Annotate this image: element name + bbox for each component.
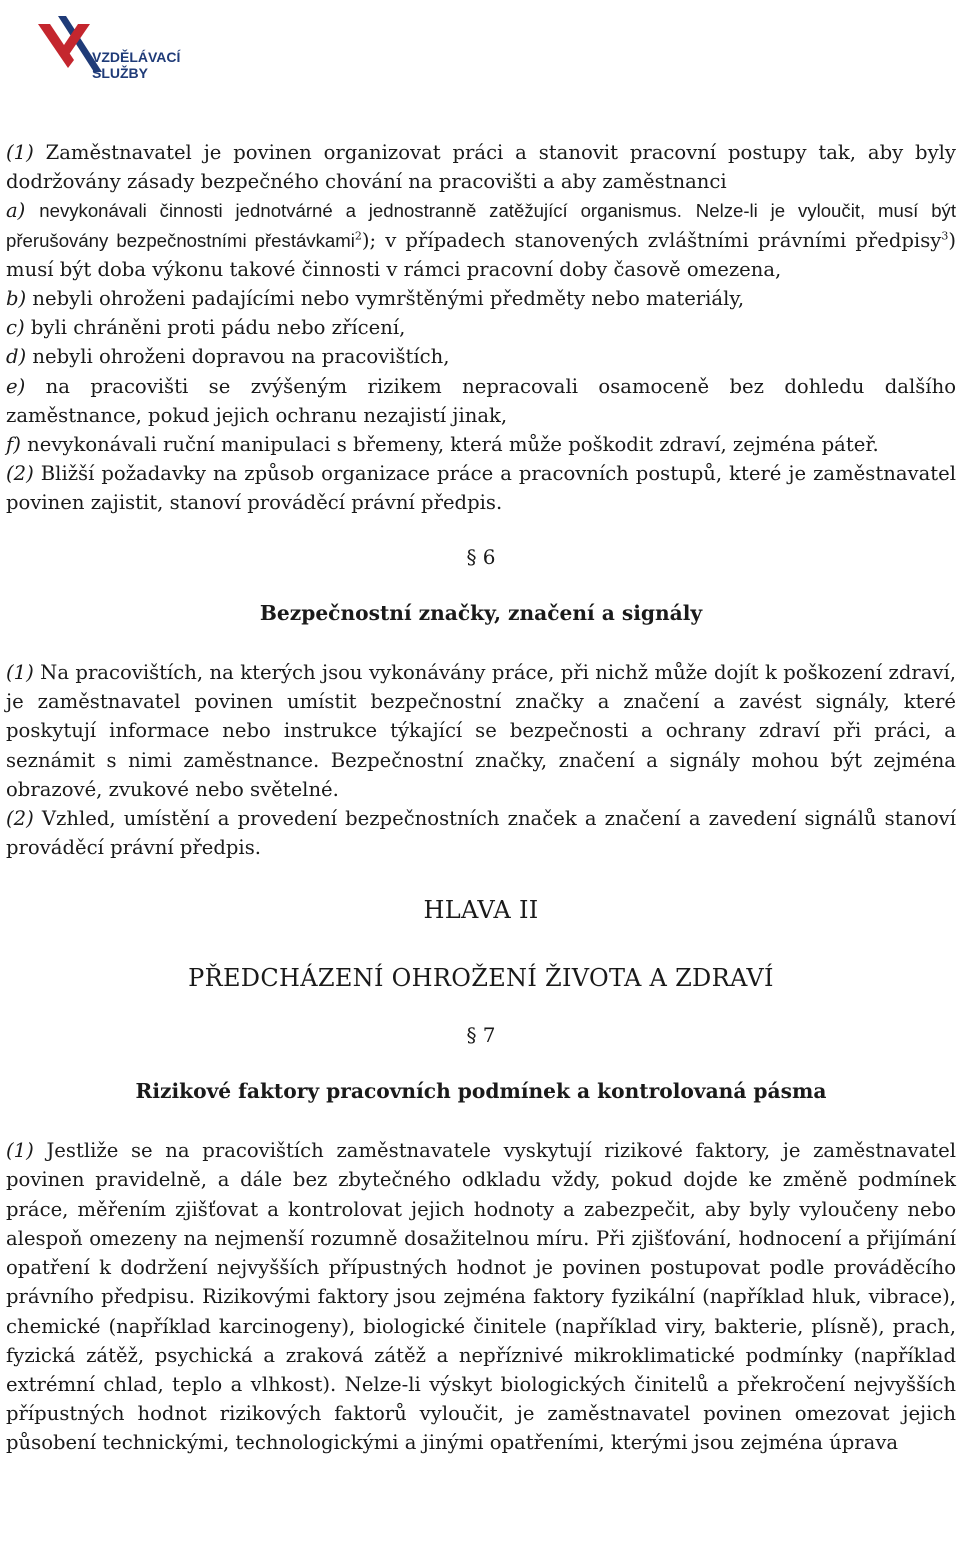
section-7-paragraph-1 [6, 1136, 956, 1457]
paragraph-2 [6, 459, 956, 517]
paragraph-number: (1) [6, 661, 34, 685]
section-7-number: § 7 [466, 1022, 496, 1047]
vzdelavaci-sluzby-logo [38, 16, 188, 86]
item-a-text: nevykonávali činnosti jednotvárné a jednostranně zatěžující organismus. [39, 200, 682, 222]
item-c-text: byli chráněni proti pádu nebo zřícení, [30, 316, 406, 340]
item-a-label: a) [6, 199, 26, 223]
paragraph-text: Na pracovištích, na kterých jsou vykonávány práce, při nichž může dojít k poškození zdraví, je zaměstnavatel povinen umístit bezpečnostní značky a značení a zavést signály, které poskytují informace nebo instrukce týkající se bezpečnosti a ochrany zdraví při práci, a seznámit s nimi zaměstnance. Bezpečnostní značky, značení a signály mohou být zejména obrazové, zvukové nebo světelné. [6, 661, 956, 801]
item-a-cont-1: Nelze-li je vyloučit, musí být přerušovány bezpečnostními přestávkami [6, 200, 956, 251]
footnote-ref-3[interactable]: 3 [941, 229, 949, 243]
logo-line2: SLUŽBY [92, 65, 148, 81]
paragraph-number: (2) [6, 462, 34, 486]
section-6-paragraph-1 [6, 658, 956, 804]
chapter-title: HLAVA II [423, 896, 539, 925]
section-6-paragraph-2 [6, 804, 956, 862]
item-f-label: f) [6, 433, 21, 457]
item-c-label: c) [6, 316, 25, 340]
item-e-text: na pracovišti se zvýšeným rizikem nepracovali osamoceně bez dohledu dalšího zaměstnance, pokud jejich ochranu nezajistí jinak, [6, 374, 956, 427]
paragraph-text: Vzhled, umístění a provedení bezpečnostních značek a značení a zavedení signálů stanoví prováděcí právní předpis. [6, 807, 957, 860]
paragraph-number: (1) [6, 1139, 34, 1163]
paragraph-number: (2) [6, 807, 34, 831]
section-7-heading: Rizikové faktory pracovních podmínek a kontrolovaná pásma [135, 1079, 827, 1104]
item-b-text: nebyli ohroženi padajícími nebo vymrštěnými předměty nebo materiály, [32, 287, 745, 311]
item-d-label: d) [6, 345, 27, 369]
chapter-subtitle: PŘEDCHÁZENÍ OHROŽENÍ ŽIVOTA A ZDRAVÍ [188, 963, 774, 992]
section-6-heading: Bezpečnostní značky, značení a signály [259, 600, 703, 625]
item-f-text: nevykonávali ruční manipulaci s břemeny, která může poškodit zdraví, zejména páteř. [27, 433, 879, 457]
paragraph-text: Jestliže se na pracovištích zaměstnavatele vyskytují rizikové faktory, je zaměstnavatel povinen pravidelně, a dále bez zbytečného odkladu vždy, pokud dojde ke změně podmínek práce, měřením zjišťovat a kontrolovat jejich hodnoty a zabezpečit, aby byly vyloučeny nebo alespoň omezeny na nejmenší rozumně dosažitelnou míru. Při zjišťování, hodnocení a přijímání opatření k dodržení nejvyšších přípustných hodnot je povinen postupovat podle prováděcího právního předpisu. Rizikovými faktory jsou zejména faktory fyzikální (například hluk, vibrace), chemické (například karcinogeny), biologické činitele (například viry, bakterie, plísně), prach, fyzická zátěž, psychická a zraková zátěž a nepříznivé mikroklimatické podmínky (například extrémní chlad, teplo a vlhkost). Nelze-li výskyt biologických činitelů a překročení nejvyšších přípustných hodnot rizikových faktorů vyloučit, je zaměstnavatel povinen omezovat jejich působení technickými, technologickými a jinými opatřeními, kterými jsou zejména úprava [6, 1139, 956, 1455]
paragraph-1 [6, 138, 956, 459]
item-e-label: e) [6, 374, 26, 398]
item-d-text: nebyli ohroženi dopravou na pracovištích, [32, 345, 450, 369]
logo-mark-icon [38, 16, 188, 86]
item-a-cont-2: ); v případech stanovených zvláštními právními předpisy [361, 228, 942, 252]
paragraph-text: Bližší požadavky na způsob organizace práce a pracovních postupů, které je zaměstnavatel povinen zajistit, stanoví prováděcí právní předpis. [6, 462, 956, 515]
document-body [6, 138, 956, 1458]
paragraph-intro: Zaměstnavatel je povinen organizovat práci a stanovit pracovní postupy tak, aby byly dodržovány zásady bezpečného chování na pracovišti a aby zaměstnanci [6, 141, 957, 194]
footnote-ref-2[interactable]: 2 [354, 229, 362, 243]
item-a-cont-3: ) musí být doba výkonu takové činnosti v rámci pracovní doby časově omezena, [6, 228, 956, 281]
section-6-number: § 6 [466, 544, 496, 569]
logo-line1: VZDĚLÁVACÍ [92, 49, 181, 65]
paragraph-number: (1) [6, 141, 34, 164]
item-b-label: b) [6, 287, 27, 311]
